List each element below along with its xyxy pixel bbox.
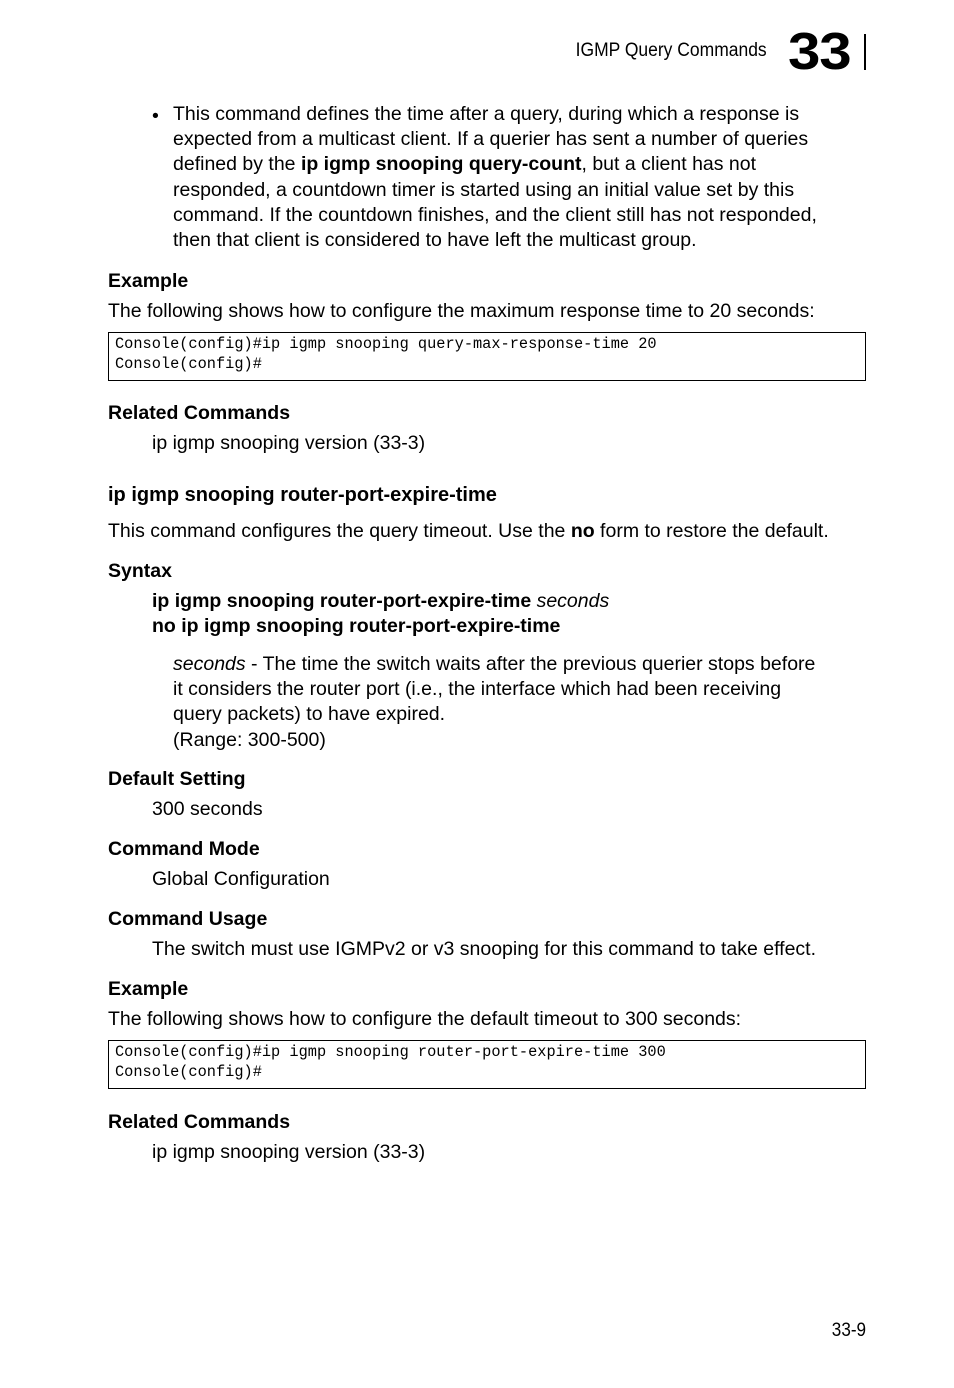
running-header: IGMP Query Commands <box>575 40 767 61</box>
page-number: 33-9 <box>831 1320 866 1341</box>
command-usage-text: The switch must use IGMPv2 or v3 snooping for this command to take effect. <box>152 938 817 960</box>
command-title: ip igmp snooping router-port-expire-time <box>108 484 497 506</box>
command-usage-heading: Command Usage <box>108 908 268 930</box>
chapter-number: 33 <box>788 23 851 81</box>
bullet-paragraph: This command defines the time after a query, during which a response is expected from a multicast client. If a querier has sent a number of queries defined by the ip igmp snooping query-count, but a client has not responded, a countdown timer is started using an initial value set by this command. If the countdown finishes, and the client still has not responded, then that client is considered to have left the multicast group. <box>173 103 817 252</box>
default-setting-heading: Default Setting <box>108 768 246 790</box>
example-heading: Example <box>108 270 189 292</box>
command-description: This command configures the query timeout. Use the no form to restore the default. <box>108 520 829 542</box>
default-setting-value: 300 seconds <box>152 798 263 820</box>
parameter-name: seconds <box>173 653 246 675</box>
code-block: Console(config)#ip igmp snooping query-max-response-time 20 Console(config)# <box>108 332 866 381</box>
syntax-line: ip igmp snooping router-port-expire-time seconds <box>152 590 610 612</box>
inline-command: ip igmp snooping query-count <box>300 153 582 176</box>
syntax-line-no-form: no ip igmp snooping router-port-expire-time <box>152 615 561 637</box>
code-block-2: Console(config)#ip igmp snooping router-port-expire-time 300 Console(config)# <box>108 1040 866 1089</box>
command-mode-heading: Command Mode <box>108 838 260 860</box>
example-text: The following shows how to configure the maximum response time to 20 seconds: <box>108 300 815 322</box>
syntax-heading: Syntax <box>108 560 172 582</box>
bullet-marker: • <box>152 105 159 127</box>
related-commands-heading: Related Commands <box>108 402 291 424</box>
example-heading-2: Example <box>108 978 189 1000</box>
example-text-2: The following shows how to configure the default timeout to 300 seconds: <box>108 1008 742 1030</box>
chapter-divider <box>864 34 866 70</box>
related-commands-heading-2: Related Commands <box>108 1111 291 1133</box>
command-mode-value: Global Configuration <box>152 868 330 890</box>
parameter-description: seconds - The time the switch waits after the previous querier stops before it considers the router port (i.e., the interface which had been receiving query packets) to have expired. (Range: 300-500) <box>173 653 816 751</box>
related-command-link-2[interactable]: ip igmp snooping version (33-3) <box>152 1141 426 1163</box>
related-command-link[interactable]: ip igmp snooping version (33-3) <box>152 432 426 454</box>
